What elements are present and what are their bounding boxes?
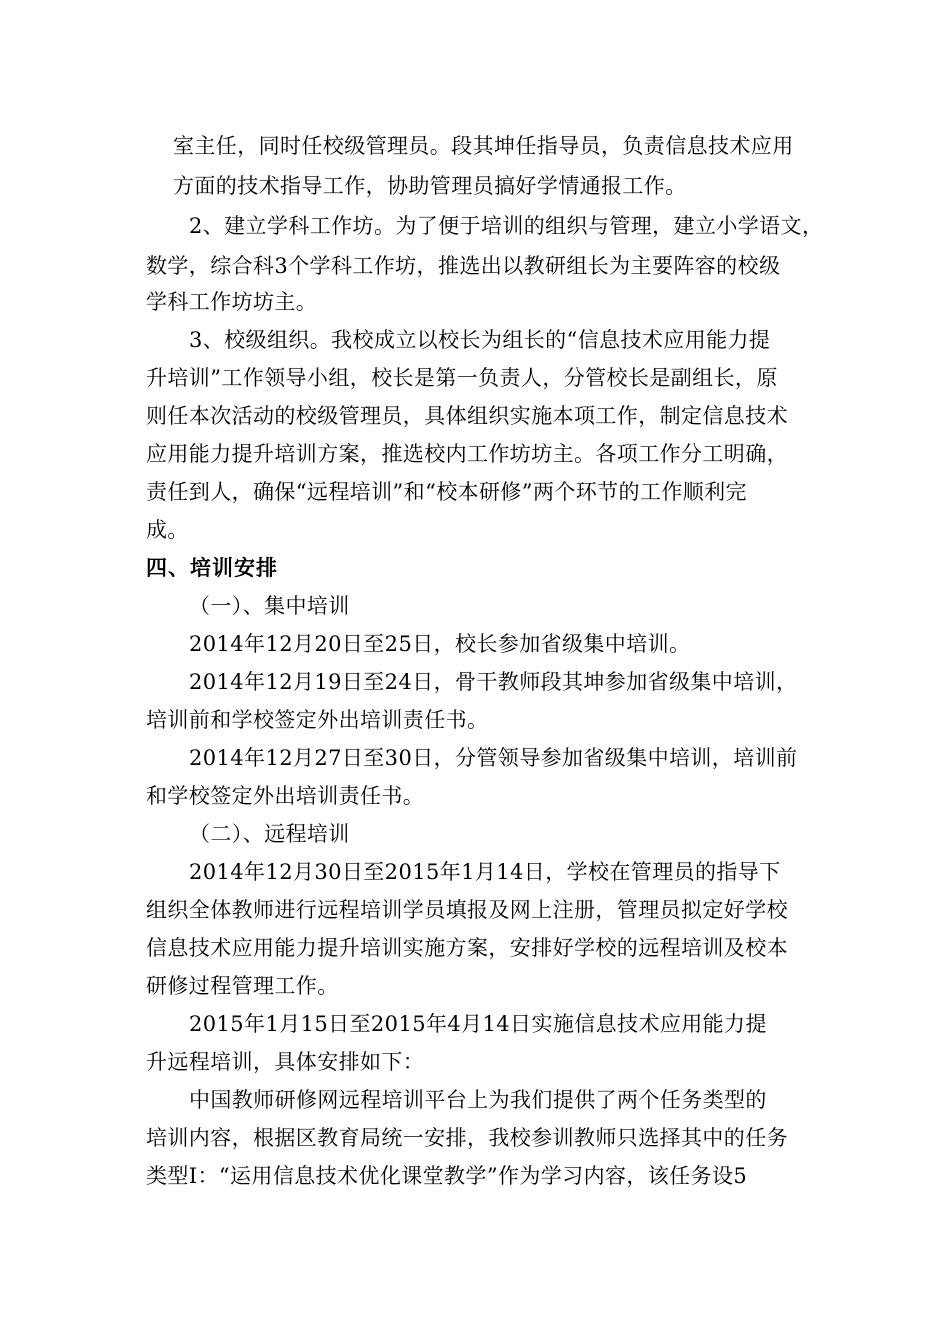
body-text-line: 组织全体教师进行远程培训学员填报及网上注册，管理员拟定好学校 [146, 898, 788, 922]
body-text-line: 成。 [146, 518, 189, 542]
subsection-heading: （一）、集中培训 [189, 594, 350, 618]
body-text-line: 3、校级组织。我校成立以校长为组长的“信息技术应用能力提 [189, 328, 771, 352]
body-text-line: 中国教师研修网远程培训平台上为我们提供了两个任务类型的 [189, 1088, 767, 1112]
body-text-line: 2014年12月30日至2015年1月14日，学校在管理员的指导下 [189, 860, 781, 884]
body-text-line: 和学校签定外出培训责任书。 [146, 784, 425, 808]
body-text-line: 数学，综合科3个学科工作坊，推选出以教研组长为主要阵容的校级 [146, 254, 781, 278]
body-text-line: 升远程培训，具体安排如下： [146, 1050, 425, 1074]
body-text-line: 责任到人，确保“远程培训”和“校本研修”两个环节的工作顺利完 [146, 480, 747, 504]
body-text-line: 2014年12月27日至30日，分管领导参加省级集中培训，培训前 [189, 746, 798, 770]
body-text-line: 2、建立学科工作坊。为了便于培训的组织与管理，建立小学语文， [189, 214, 824, 238]
body-text-line: 应用能力提升培训方案，推选校内工作坊坊主。各项工作分工明确， [146, 442, 788, 466]
body-text-line: 升培训”工作领导小组，校长是第一负责人，分管校长是副组长，原 [146, 366, 778, 390]
body-text-line: 培训前和学校签定外出培训责任书。 [146, 708, 489, 732]
body-text-line: 2014年12月19日至24日，骨干教师段其坤参加省级集中培训， [189, 670, 798, 694]
body-text-line: 则任本次活动的校级管理员，具体组织实施本项工作，制定信息技术 [146, 404, 788, 428]
body-text-line: 室主任，同时任校级管理员。段其坤任指导员，负责信息技术应用 [173, 134, 794, 158]
body-text-line: 培训内容，根据区教育局统一安排，我校参训教师只选择其中的任务 [146, 1126, 788, 1150]
subsection-heading: （二）、远程培训 [189, 822, 350, 846]
section-heading: 四、培训安排 [146, 556, 278, 580]
body-text-line: 类型Ⅰ：“运用信息技术优化课堂教学”作为学习内容，该任务设5 [146, 1164, 748, 1188]
body-text-line: 方面的技术指导工作，协助管理员搞好学情通报工作。 [173, 174, 687, 198]
body-text-line: 学科工作坊坊主。 [146, 290, 318, 314]
body-text-line: 信息技术应用能力提升培训实施方案，安排好学校的远程培训及校本 [146, 936, 788, 960]
body-text-line: 研修过程管理工作。 [146, 974, 339, 998]
body-text-line: 2014年12月20日至25日，校长参加省级集中培训。 [189, 632, 691, 656]
body-text-line: 2015年1月15日至2015年4月14日实施信息技术应用能力提 [189, 1012, 767, 1036]
